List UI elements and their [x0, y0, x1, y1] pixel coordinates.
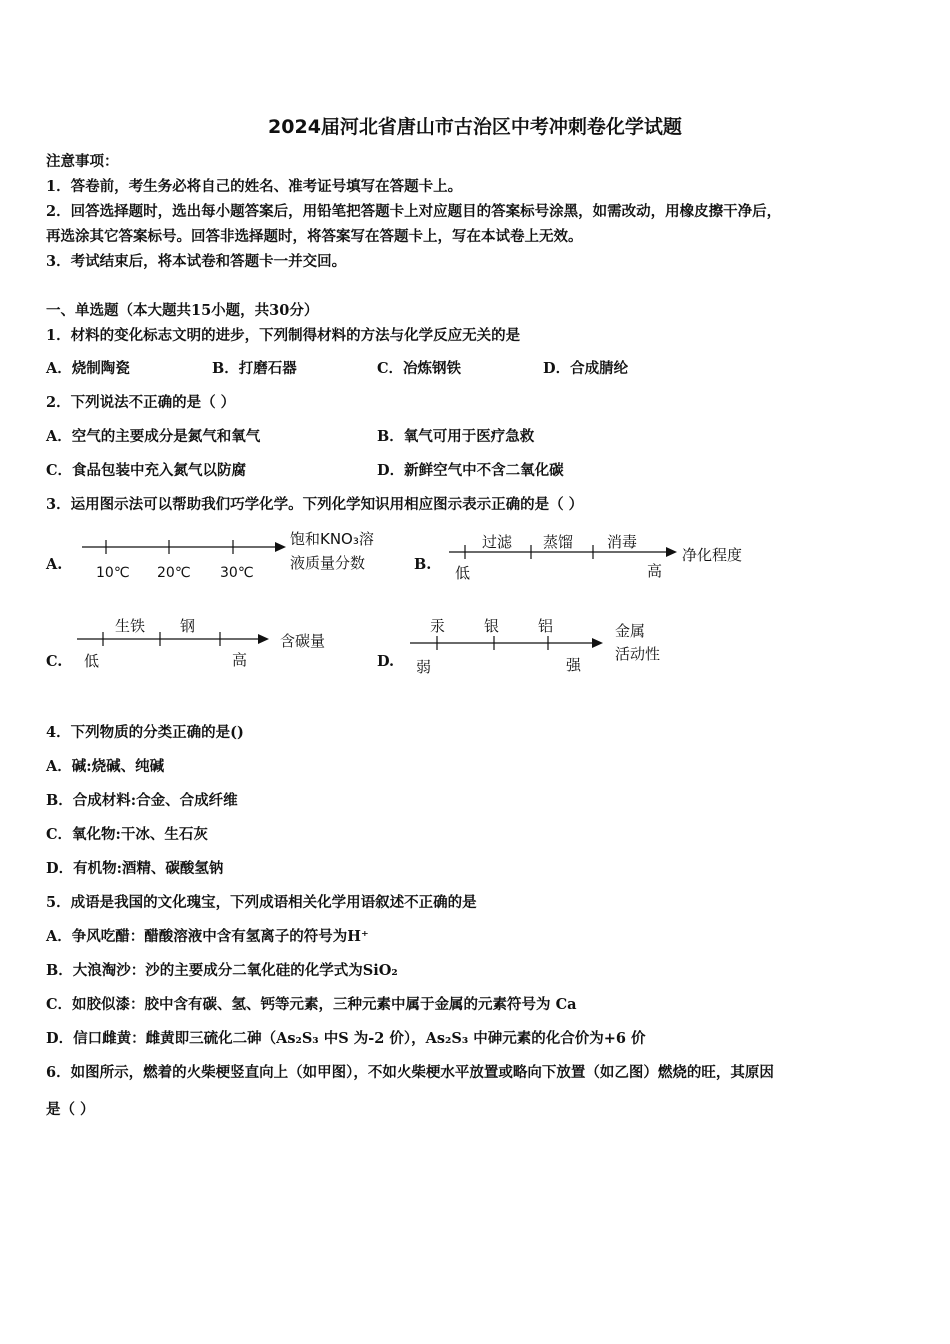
tick-label: 20℃: [157, 565, 191, 581]
q4-option-d: D．有机物:酒精、碳酸氢钠: [46, 860, 224, 877]
tick-label: 10℃: [96, 565, 130, 581]
high-label: 高: [647, 562, 663, 580]
q3-stem: 3．运用图示法可以帮助我们巧学化学。下列化学知识用相应图示表示正确的是（ ）: [46, 496, 584, 513]
q3-option-a-label: A.: [46, 556, 63, 573]
q6-stem-line-2: 是（ ）: [46, 1101, 95, 1118]
item-label: 钢: [180, 617, 196, 635]
q4-option-b: B．合成材料:合金、合成纤维: [46, 792, 238, 809]
q1-option-b: B．打磨石器: [212, 360, 297, 377]
item-label: 过滤: [482, 533, 513, 551]
q6-stem-line-1: 6．如图所示，燃着的火柴梗竖直向上（如甲图），不如火柴梗水平放置或略向下放置（如乙图）燃烧的旺，其原因: [46, 1064, 774, 1081]
axis-title: 含碳量: [280, 632, 326, 650]
item-label: 银: [484, 617, 500, 635]
section-heading: 一、单选题（本大题共15小题，共30分）: [46, 302, 319, 319]
q1-stem: 1．材料的变化标志文明的进步，下列制得材料的方法与化学反应无关的是: [46, 327, 521, 344]
notice-item-1: 1．答卷前，考生务必将自己的姓名、准考证号填写在答题卡上。: [46, 178, 463, 195]
notice-item-2-line-1: 2．回答选择题时，选出每小题答案后，用铅笔把答题卡上对应题目的答案标号涂黑，如需改动，用橡皮擦干净后，: [46, 203, 782, 220]
q5-option-d: D．信口雌黄：雌黄即三硫化二砷（As₂S₃ 中S 为-2 价），As₂S₃ 中砷元素的化合价为+6 价: [46, 1030, 646, 1047]
item-label: 生铁: [115, 617, 146, 635]
q2-option-c: C．食品包装中充入氮气以防腐: [46, 462, 247, 479]
q5-stem: 5．成语是我国的文化瑰宝，下列成语相关化学用语叙述不正确的是: [46, 894, 477, 911]
q2-option-b: B．氧气可用于医疗急救: [377, 428, 535, 445]
axis-arrow: [592, 638, 603, 648]
q1-option-d: D．合成腈纶: [543, 360, 629, 377]
q4-option-a: A．碱:烧碱、纯碱: [46, 758, 165, 775]
item-label: 蒸馏: [543, 533, 574, 551]
q2-option-a: A．空气的主要成分是氮气和氧气: [46, 428, 261, 445]
q4-stem: 4．下列物质的分类正确的是(): [46, 724, 244, 741]
q3-option-b-label: B.: [414, 556, 432, 573]
axis-title-line-2: 液质量分数: [290, 554, 366, 572]
q5-option-c: C．如胶似漆：胶中含有碳、氢、钙等元素，三种元素中属于金属的元素符号为 Ca: [46, 996, 577, 1013]
notice-item-2-line-2: 再选涂其它答案标号。回答非选择题时，将答案写在答题卡上，写在本试卷上无效。: [46, 228, 583, 245]
page-title: 2024届河北省唐山市古治区中考冲刺卷化学试题: [268, 116, 682, 138]
q1-option-c: C．冶炼钢铁: [377, 360, 462, 377]
low-label: 低: [455, 564, 471, 582]
axis-arrow: [275, 542, 286, 552]
q3-option-d-label: D.: [377, 653, 395, 670]
axis-title-line-1: 饱和KNO₃溶: [290, 530, 374, 548]
axis-arrow: [666, 547, 677, 557]
item-label: 消毒: [607, 533, 638, 551]
tick-label: 30℃: [220, 565, 254, 581]
q3-diagram-d: [408, 612, 698, 680]
axis-arrow: [258, 634, 269, 644]
q3-diagram-c: [75, 612, 345, 672]
q5-option-a: A．争风吃醋：醋酸溶液中含有氢离子的符号为H⁺: [46, 928, 369, 945]
axis-title: 净化程度: [682, 546, 743, 564]
q1-option-a: A．烧制陶瓷: [46, 360, 130, 377]
notice-heading: 注意事项：: [46, 153, 119, 170]
strong-label: 强: [566, 656, 582, 674]
q2-stem: 2．下列说法不正确的是（ ）: [46, 394, 236, 411]
weak-label: 弱: [416, 658, 432, 676]
q3-diagram-b: [447, 530, 767, 585]
q3-option-c-label: C.: [46, 653, 63, 670]
q2-option-d: D．新鲜空气中不含二氧化碳: [377, 462, 564, 479]
q4-option-c: C．氧化物:干冰、生石灰: [46, 826, 208, 843]
notice-item-3: 3．考试结束后，将本试卷和答题卡一并交回。: [46, 253, 347, 270]
item-label: 汞: [430, 617, 446, 635]
low-label: 低: [84, 652, 100, 670]
q5-option-b: B．大浪淘沙：沙的主要成分二氧化硅的化学式为SiO₂: [46, 962, 398, 979]
item-label: 铝: [538, 617, 554, 635]
axis-title-line-1: 金属: [615, 622, 646, 640]
high-label: 高: [232, 651, 248, 669]
axis-title-line-2: 活动性: [615, 645, 661, 663]
q3-diagram-a: [80, 530, 390, 585]
